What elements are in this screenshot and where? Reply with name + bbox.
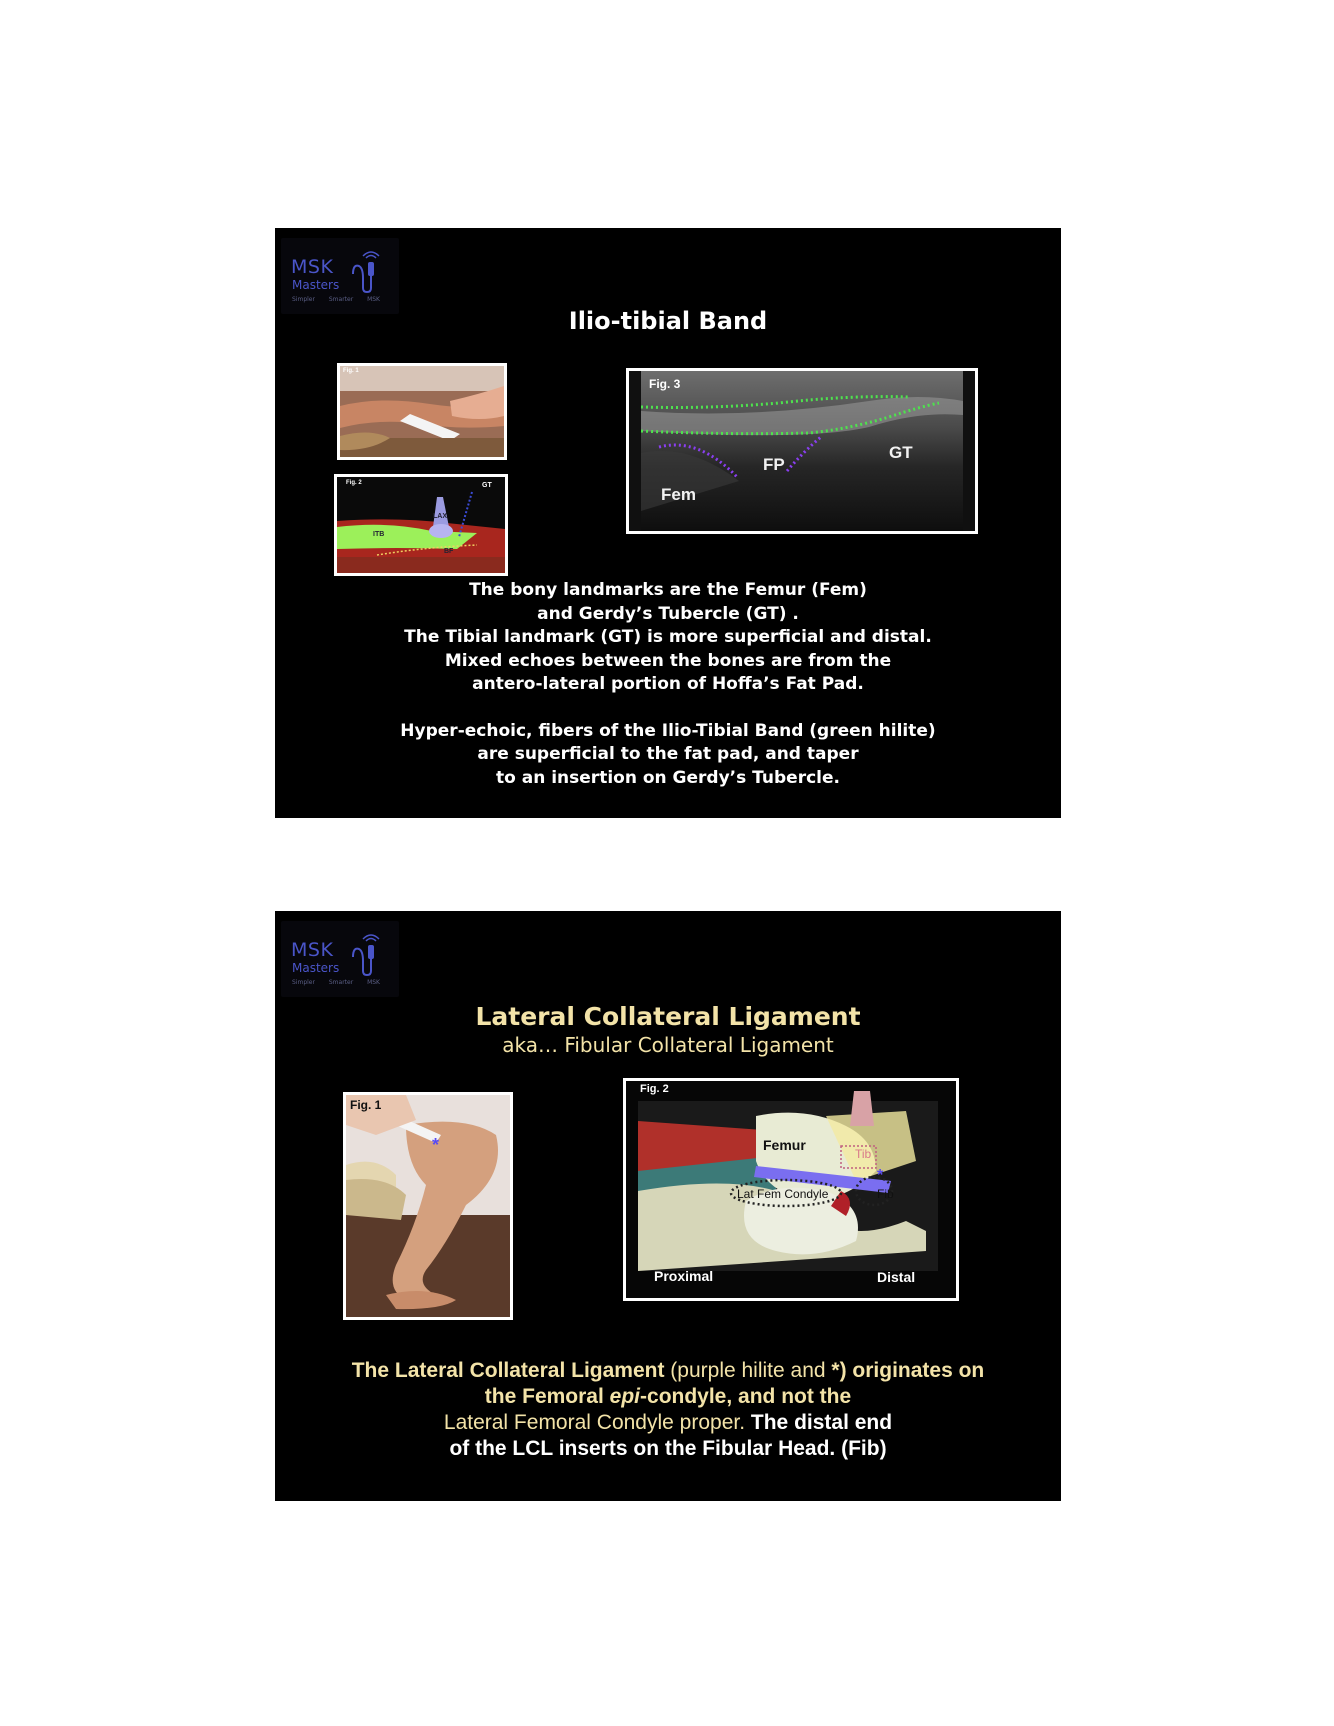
body1-line1: The bony landmarks are the Femur (Fem) (469, 580, 867, 600)
body1-line8: to an insertion on Gerdy’s Tubercle. (496, 767, 840, 788)
logo-tagline: Simpler Smarter MSK (292, 296, 380, 303)
body2-line3 (275, 1410, 1061, 1436)
fig1-label: Fig. 1 (343, 368, 359, 374)
fig2-femur-label: Femur (763, 1137, 806, 1153)
slide1-body-text (275, 579, 1061, 790)
body2-line2 (275, 1384, 1061, 1410)
slide-title: Lateral Collateral Ligament (475, 1002, 861, 1031)
fig2-bf-label: BF (444, 548, 454, 555)
msk-masters-logo (281, 921, 399, 997)
fig2-star-marker: * (877, 1167, 884, 1184)
fig2-lax-label: LAX (433, 513, 447, 520)
msk-masters-logo (281, 238, 399, 314)
body1-line7: are superficial to the fat pad, and taper (477, 744, 859, 764)
body2-line1-a: The Lateral Collateral Ligament (351, 1359, 665, 1382)
slide-title: Ilio-tibial Band (568, 307, 768, 335)
body2-line2-c: -condyle, and not the (640, 1385, 852, 1408)
fig2-itb-label: ITB (373, 531, 385, 538)
logo-msk-text: MSK (291, 256, 334, 278)
slide-subtitle: aka… Fibular Collateral Ligament (502, 1033, 834, 1057)
fig2-tib-label: Tib (855, 1147, 872, 1161)
fig3-gt-label: GT (889, 443, 913, 462)
body1-line6: Hyper-echoic, fibers of the Ilio-Tibial Band (green hilite) (400, 720, 936, 741)
body2-line4: of the LCL inserts on the Fibular Head. (Fib) (449, 1437, 887, 1460)
ultrasound-probe-icon (343, 927, 383, 979)
fig2-proximal-label: Proximal (654, 1268, 714, 1284)
slide-ilio-tibial-band (275, 228, 1061, 818)
fig2-anatomy (334, 474, 508, 576)
ultrasound-image (629, 371, 975, 531)
slide-lateral-collateral-ligament (275, 911, 1061, 1501)
logo-msk-text: MSK (291, 939, 334, 961)
body2-line1 (275, 1358, 1061, 1384)
fig2-anatomy (623, 1078, 959, 1301)
body2-line1-b: (purple hilite and (664, 1359, 832, 1382)
body1-line2: and Gerdy’s Tubercle (GT) . (537, 603, 799, 624)
fig2-label: Fig. 2 (640, 1083, 669, 1095)
fig3-fp-label: FP (763, 455, 785, 474)
fig3-fem-label: Fem (661, 485, 696, 504)
paragraph-gap (275, 697, 1061, 720)
slide2-body-text (275, 1358, 1061, 1462)
body1-line3: The Tibial landmark (GT) is more superficial and distal. (404, 627, 932, 647)
fig3-ultrasound (626, 368, 978, 534)
fig1-photo (343, 1092, 513, 1320)
fig2-label: Fig. 2 (346, 480, 362, 486)
body2-line2-a: the Femoral (484, 1385, 610, 1408)
itb-anatomy-illustration (337, 477, 505, 573)
fig1-star-marker: * (432, 1135, 440, 1155)
fig2-gt-label: GT (482, 482, 492, 489)
logo-tagline: Simpler Smarter MSK (292, 979, 380, 986)
fig1-photo (337, 363, 507, 460)
fig1-label: Fig. 1 (350, 1098, 382, 1112)
fig2-distal-label: Distal (877, 1269, 916, 1285)
body1-line4: Mixed echoes between the bones are from the (444, 650, 892, 671)
body2-line3-a: Lateral Femoral Condyle proper. (443, 1411, 746, 1434)
body2-line2-b: epi (609, 1385, 641, 1408)
fig3-label: Fig. 3 (649, 377, 681, 391)
body1-line5: antero-lateral portion of Hoffa’s Fat Pad. (472, 674, 864, 694)
fig2-fib-label: Fib (877, 1187, 894, 1201)
logo-masters-text: Masters (292, 278, 340, 292)
body2-line1-c: *) originates on (831, 1359, 985, 1382)
knee-scan-photo (346, 1095, 510, 1317)
logo-masters-text: Masters (292, 961, 340, 975)
leg-scan-photo (340, 366, 504, 457)
body2-line3-b: The distal end (745, 1411, 893, 1434)
fig2-lat-fem-condyle-label: Lat Fem Condyle (737, 1187, 829, 1201)
ultrasound-probe-icon (343, 244, 383, 296)
